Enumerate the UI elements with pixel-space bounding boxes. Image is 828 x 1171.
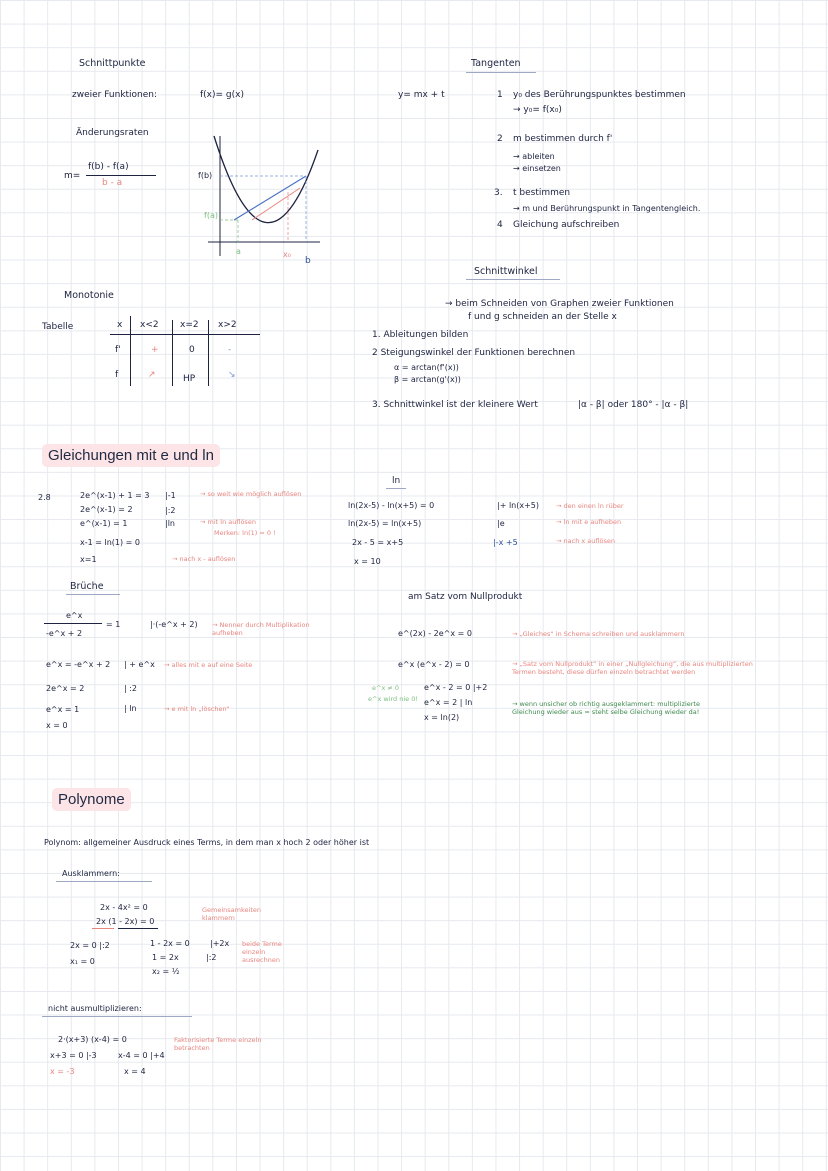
graph-label-a: a — [236, 247, 241, 256]
equation-line: e^x = -e^x + 2 — [46, 660, 111, 669]
equation-line: x₂ = ½ — [152, 967, 180, 976]
equation-line: e^x = 2 | ln — [424, 698, 473, 707]
tangent-step: y₀ des Berührungspunktes bestimmen — [513, 90, 686, 100]
parabola-graph — [196, 132, 336, 270]
table-header-cell: x<2 — [140, 320, 159, 330]
table-row-label: f' — [115, 345, 121, 355]
equation-line: 2·(x+3) (x-4) = 0 — [58, 1035, 127, 1044]
tangent-step: m bestimmen durch f' — [513, 134, 613, 144]
aenderungsraten-title: Änderungsraten — [76, 128, 149, 138]
tangent-step: t bestimmen — [513, 188, 571, 198]
brueche-title-underline — [66, 594, 120, 595]
table-rule — [110, 334, 260, 335]
equation-line: x-4 = 0 |+4 — [118, 1051, 165, 1060]
tangenten-title: Tangenten — [471, 58, 521, 69]
equation-line: 2x - 5 = x+5 — [352, 538, 404, 547]
equation-op: |:2 — [206, 953, 217, 962]
equation-line: 2x - 4x² = 0 — [100, 903, 148, 912]
schnittwinkel-title: Schnittwinkel — [474, 266, 538, 277]
equation-note: → den einen ln rüber — [556, 502, 624, 510]
equation-line: 2e^(x-1) + 1 = 3 — [80, 491, 150, 500]
equation-note: → ln mit e aufheben — [556, 518, 622, 526]
equation-op: |-x +5 — [493, 538, 518, 547]
equation-note: Merken: ln(1) = 0 ! — [214, 529, 276, 537]
brueche-title: Brüche — [70, 581, 104, 592]
tangent-step: → einsetzen — [513, 164, 561, 173]
table-cell: ↘ — [228, 370, 236, 380]
table-cell: HP — [183, 374, 196, 384]
equation-line: 2x (1 - 2x) = 0 — [96, 917, 155, 926]
equation-result: x = 4 — [124, 1067, 146, 1076]
monotonie-title: Monotonie — [64, 290, 114, 301]
tangent-step-num: 2 — [497, 134, 503, 144]
table-cell: + — [151, 345, 159, 355]
schnittpunkte-line: zweier Funktionen: — [72, 90, 158, 100]
table-rule — [172, 320, 173, 386]
schnittwinkel-step: β = arctan(g'(x)) — [394, 375, 461, 384]
equation-line: e^x = 1 — [46, 705, 80, 714]
table-cell: ↗ — [148, 370, 156, 380]
tangent-step: → m und Berührungspunkt in Tangentengleich. — [513, 204, 701, 213]
equation-op: |-1 — [165, 491, 176, 500]
equation-note: → so weit wie möglich auflösen — [200, 490, 302, 498]
nullprodukt-note: → „Satz vom Nullprodukt“ in einer „Nullgleichung“, die aus multiplizierten Termen besteht, diese dürfen einzeln betrachtet werden — [512, 660, 753, 676]
fraction-equals: = 1 — [106, 620, 121, 629]
schnittwinkel-intro: f und g schneiden an der Stelle x — [468, 312, 617, 322]
tangent-step: Gleichung aufschreiben — [513, 220, 620, 230]
side-note: e^x wird nie 0! — [368, 695, 418, 703]
table-label: Tabelle — [42, 322, 74, 332]
factor-underline — [92, 928, 114, 929]
equation-note: → nach x - auflösen — [172, 555, 236, 563]
equation-line: x=1 — [80, 555, 97, 564]
schnittwinkel-step: 3. Schnittwinkel ist der kleinere Wert — [372, 400, 538, 410]
tangent-step: → ableiten — [513, 152, 555, 161]
rate-denominator: b - a — [102, 178, 123, 188]
equation-line: x = 0 — [46, 721, 68, 730]
section-heading-polynome: Polynome — [52, 788, 131, 811]
equation-note: → nach x auflösen — [556, 537, 615, 545]
ausklammern-title-underline — [56, 881, 152, 882]
equation-line: e^x (e^x - 2) = 0 — [398, 660, 470, 669]
schnittwinkel-intro: → beim Schneiden von Graphen zweier Funktionen — [445, 299, 674, 309]
schnittwinkel-formula: |α - β| oder 180° - |α - β| — [578, 400, 689, 410]
schnittpunkte-equation: f(x)= g(x) — [200, 90, 244, 100]
equation-op: |+ ln(x+5) — [497, 501, 540, 510]
table-rule — [130, 316, 131, 386]
equation-op: |·(-e^x + 2) — [150, 620, 198, 629]
ln-title: ln — [392, 476, 401, 486]
nullprodukt-title: am Satz vom Nullprodukt — [408, 592, 523, 602]
equation-note: → mit ln auflösen — [200, 518, 256, 526]
equation-line: e^x - 2 = 0 |+2 — [424, 683, 488, 692]
table-header-cell: x — [117, 320, 123, 330]
equation-line: 1 - 2x = 0 — [150, 939, 190, 948]
equation-line: e^(x-1) = 1 — [80, 519, 128, 528]
fraction-line — [86, 175, 156, 176]
schnittwinkel-title-underline — [466, 279, 560, 280]
section-heading-gleichungen: Gleichungen mit e und ln — [42, 444, 220, 467]
equation-result: x = -3 — [50, 1067, 75, 1076]
ausklammern-note: Gemeinsamkeiten klammern — [202, 906, 261, 922]
equation-line: 2x = 0 |:2 — [70, 941, 110, 950]
schnittwinkel-step: α = arctan(f'(x)) — [394, 363, 459, 372]
fraction-line — [44, 623, 102, 624]
table-cell: 0 — [189, 345, 195, 355]
table-row-label: f — [115, 370, 119, 380]
equation-op: |ln — [165, 519, 175, 528]
equation-op: |+2x — [210, 939, 230, 948]
factor-underline — [118, 928, 158, 929]
graph-label-x0: x₀ — [283, 250, 291, 259]
graph-label-b: b — [305, 256, 311, 266]
equation-line: x₁ = 0 — [70, 957, 95, 966]
ausklammern-note: beide Terme einzeln ausrechnen — [242, 940, 282, 964]
exercise-number: 2.8 — [38, 493, 51, 502]
ausklammern-title: Ausklammern: — [62, 869, 120, 878]
equation-line: 1 = 2x — [152, 953, 179, 962]
tangent-step-num: 3. — [494, 188, 503, 198]
tangent-step: → y₀= f(x₀) — [513, 105, 562, 115]
table-header-cell: x=2 — [180, 320, 199, 330]
equation-note: → e mit ln „löschen“ — [164, 705, 230, 713]
equation-op: | :2 — [124, 684, 138, 693]
ln-title-underline — [386, 488, 406, 489]
nullprodukt-note: → „Gleiches“ in Schema schreiben und ausklammern — [512, 630, 685, 638]
fraction-numerator: e^x — [66, 611, 83, 620]
tangent-formula: y= mx + t — [398, 90, 445, 100]
equation-line: x+3 = 0 |-3 — [50, 1051, 97, 1060]
polynom-definition: Polynom: allgemeiner Ausdruck eines Terms, in dem man x hoch 2 oder höher ist — [44, 838, 370, 847]
secant-line — [234, 176, 306, 220]
nicht-title-underline — [42, 1016, 192, 1017]
tangenten-title-underline — [466, 72, 536, 73]
side-note: e^x ≠ 0 — [372, 684, 400, 692]
equation-line: 2e^x = 2 — [46, 684, 85, 693]
equation-op: | + e^x — [124, 660, 155, 669]
equation-line: x-1 = ln(1) = 0 — [80, 538, 141, 547]
rate-numerator: f(b) - f(a) — [88, 162, 129, 172]
equation-line: x = 10 — [354, 557, 381, 566]
graph-label-fa: f(a) — [204, 211, 218, 220]
parabola-curve — [214, 136, 318, 223]
table-header-cell: x>2 — [218, 320, 237, 330]
tangent-step-num: 4 — [497, 220, 503, 230]
tangent-step-num: 1 — [497, 90, 503, 100]
equation-op: |:2 — [165, 506, 176, 515]
equation-line: ln(2x-5) = ln(x+5) — [348, 519, 422, 528]
equation-op: |e — [497, 519, 505, 528]
equation-line: ln(2x-5) - ln(x+5) = 0 — [348, 501, 435, 510]
schnittwinkel-step: 1. Ableitungen bilden — [372, 330, 469, 340]
schnittpunkte-title: Schnittpunkte — [79, 58, 146, 69]
nullprodukt-note: → wenn unsicher ob richtig ausgeklammert: multiplizierte Gleichung wieder aus = steht selbe Gleichung wieder da! — [512, 700, 700, 716]
equation-note: → Nenner durch Multiplikation aufheben — [212, 621, 310, 637]
equation-note: → alles mit e auf eine Seite — [164, 661, 253, 669]
equation-line: 2e^(x-1) = 2 — [80, 505, 133, 514]
table-cell: - — [228, 345, 232, 355]
equation-line: x = ln(2) — [424, 713, 460, 722]
equation-line: e^(2x) - 2e^x = 0 — [398, 629, 472, 638]
table-rule — [208, 320, 209, 386]
nicht-note: Faktorisierte Terme einzeln betrachten — [174, 1036, 262, 1052]
fraction-denominator: -e^x + 2 — [46, 629, 83, 638]
graph-label-fb: f(b) — [198, 171, 213, 180]
equation-op: | ln — [124, 704, 137, 713]
nicht-ausmultiplizieren-title: nicht ausmultiplizieren: — [48, 1004, 142, 1013]
schnittwinkel-step: 2 Steigungswinkel der Funktionen berechnen — [372, 348, 576, 358]
m-label: m= — [64, 171, 81, 181]
